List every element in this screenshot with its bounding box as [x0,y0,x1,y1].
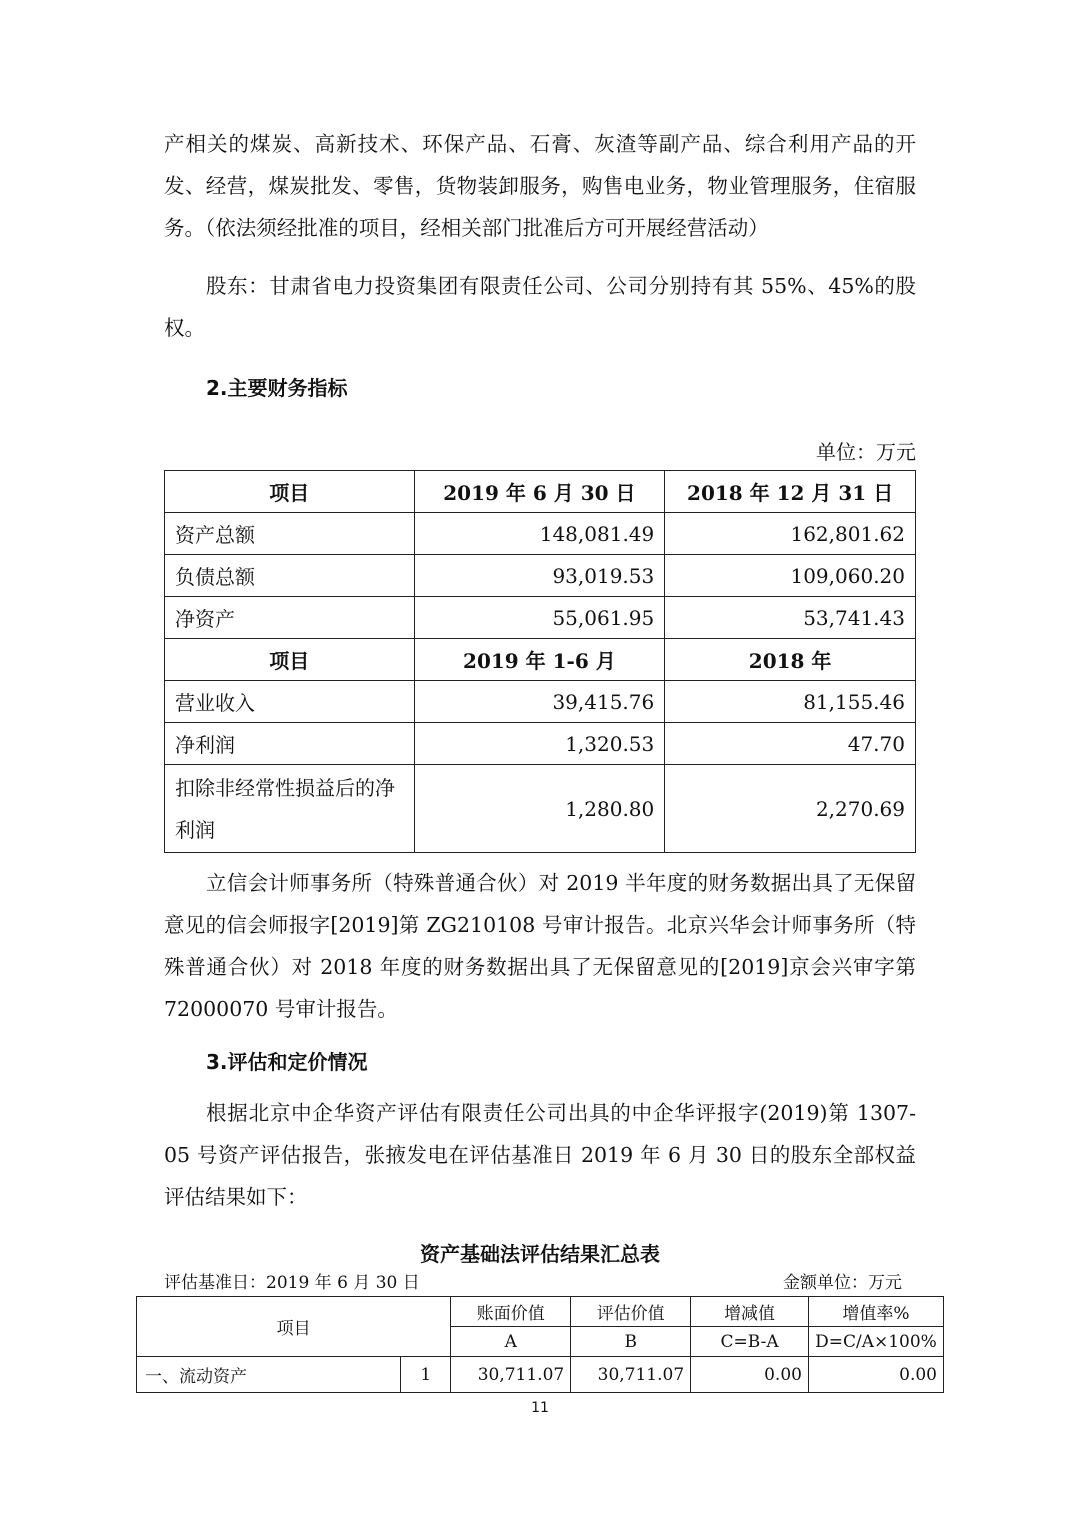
value-cell: 0.00 [691,1357,809,1393]
audit-paragraph: 立信会计师事务所（特殊普通合伙）对 2019 半年度的财务数据出具了无保留意见的信会师报字[2019]第 ZG210108 号审计报告。北京兴华会计师事务所（特殊普通合伙）对 2018 年度的财务数据出具了无保留意见的[2019]京会兴审字第 72000070 号审计报告。 [164,871,916,1021]
table-header-row [165,639,916,681]
formula-cell: D=C/A×100% [808,1327,943,1357]
table-row [165,765,916,853]
heading-financial-indicators: 2.主要财务指标 [206,376,348,400]
page-number: 11 [531,1400,549,1416]
header-cell: 2018 年 12 月 31 日 [665,471,916,513]
financial-indicators-table [164,470,916,853]
eval-amount-unit: 金额单位：万元 [783,1273,902,1293]
value-cell: 53,741.43 [665,597,916,639]
header-cell: 项目 [137,1297,451,1357]
value-cell: 162,801.62 [665,513,916,555]
table-row [165,555,916,597]
header-cell: 2019 年 1-6 月 [414,639,665,681]
row-index: 1 [401,1357,451,1393]
table-header-row [137,1297,944,1327]
value-cell: 55,061.95 [414,597,665,639]
value-cell: 47.70 [665,723,916,765]
formula-cell: C=B-A [691,1327,809,1357]
table-header-row [165,471,916,513]
table-row [137,1357,944,1393]
business-scope-paragraph: 产相关的煤炭、高新技术、环保产品、石膏、灰渣等副产品、综合利用产品的开发、经营，煤炭批发、零售，货物装卸服务，购售电业务，物业管理服务，住宿服务。（依法须经批准的项目，经相关部门批准后方可开展经营活动） [164,132,916,240]
eval-base-date: 评估基准日：2019 年 6 月 30 日 [164,1273,420,1293]
formula-cell: A [451,1327,571,1357]
value-cell: 148,081.49 [414,513,665,555]
table-row [165,723,916,765]
table-row [165,681,916,723]
header-cell: 账面价值 [451,1297,571,1327]
eval-table-title: 资产基础法评估结果汇总表 [420,1242,660,1266]
row-label: 扣除非经常性损益后的净利润 [165,765,415,853]
row-label: 净利润 [165,723,415,765]
value-cell: 30,711.07 [571,1357,691,1393]
table-row [165,597,916,639]
value-cell: 1,280.80 [414,765,665,853]
row-label: 一、流动资产 [137,1357,401,1393]
shareholder-paragraph: 股东：甘肃省电力投资集团有限责任公司、公司分别持有其 55%、45%的股权。 [164,274,916,340]
header-cell: 项目 [165,639,415,681]
header-cell: 评估价值 [571,1297,691,1327]
header-cell: 增减值 [691,1297,809,1327]
value-cell: 0.00 [808,1357,943,1393]
row-label: 负债总额 [165,555,415,597]
valuation-paragraph: 根据北京中企华资产评估有限责任公司出具的中企华评报字(2019)第 1307-05 号资产评估报告，张掖发电在评估基准日 2019 年 6 月 30 日的股东全部权益评估结果如下： [164,1101,916,1209]
heading-valuation: 3.评估和定价情况 [206,1050,368,1074]
table-row [165,513,916,555]
value-cell: 93,019.53 [414,555,665,597]
asset-valuation-table [136,1296,944,1393]
header-cell: 增值率% [808,1297,943,1327]
value-cell: 30,711.07 [451,1357,571,1393]
formula-cell: B [571,1327,691,1357]
value-cell: 81,155.46 [665,681,916,723]
header-cell: 项目 [165,471,415,513]
value-cell: 2,270.69 [665,765,916,853]
row-label: 营业收入 [165,681,415,723]
row-label: 资产总额 [165,513,415,555]
unit-label: 单位：万元 [816,440,916,464]
header-cell: 2019 年 6 月 30 日 [414,471,665,513]
value-cell: 109,060.20 [665,555,916,597]
row-label: 净资产 [165,597,415,639]
header-cell: 2018 年 [665,639,916,681]
value-cell: 1,320.53 [414,723,665,765]
value-cell: 39,415.76 [414,681,665,723]
